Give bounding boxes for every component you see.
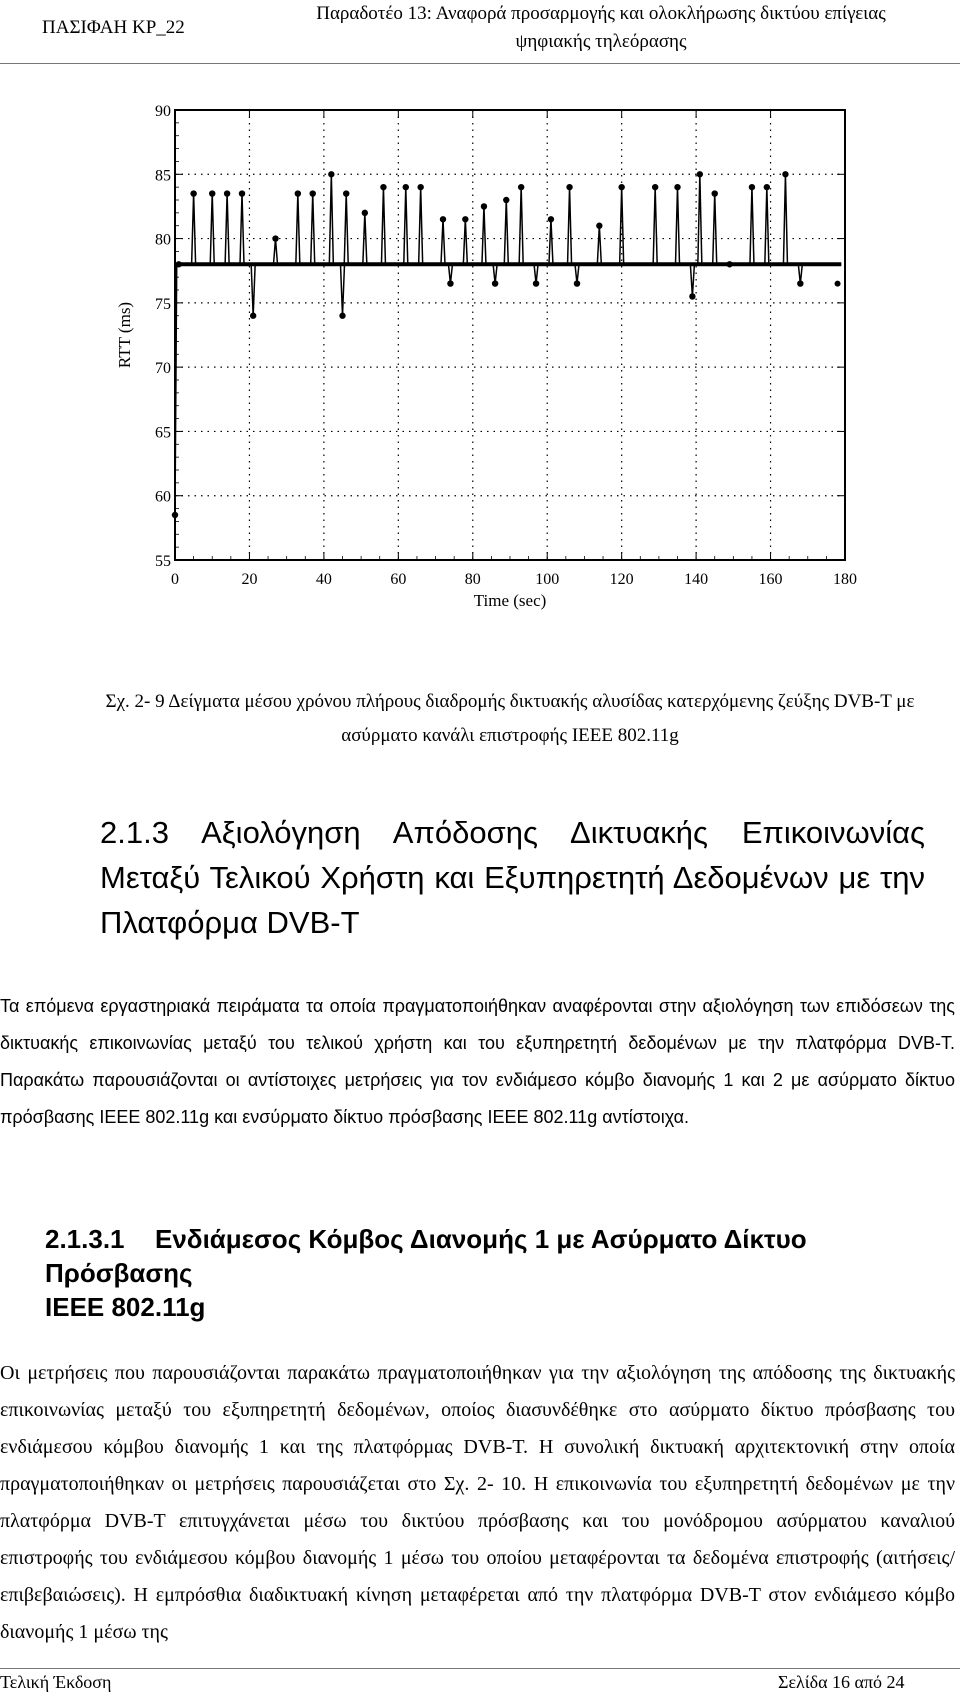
rtt-data-point (328, 171, 334, 177)
y-tick-label: 90 (155, 103, 171, 120)
rtt-data-point (518, 184, 524, 190)
rtt-data-point (272, 235, 278, 241)
rtt-data-point (403, 184, 409, 190)
rtt-data-point (481, 203, 487, 209)
rtt-data-point (782, 171, 788, 177)
header-project-code: ΠΑΣΙΦΑΗ ΚΡ_22 (42, 17, 185, 38)
rtt-data-point (618, 184, 624, 190)
rtt-data-point (689, 293, 695, 299)
rtt-data-point (380, 184, 386, 190)
header-title-line-2: ψηφιακής τηλεόρασης (515, 31, 687, 52)
footer-page-number: Σελίδα 16 από 24 (778, 1672, 905, 1692)
y-tick-label: 75 (155, 295, 171, 313)
rtt-data-point (362, 210, 368, 216)
subsection-title-line-1: Ενδιάμεσος Κόμβος Διανομής 1 με Ασύρματο Δίκτυο Πρόσβασης (45, 1224, 807, 1288)
x-tick-label: 100 (535, 571, 560, 588)
rtt-data-point (339, 313, 345, 319)
y-tick-label: 85 (155, 167, 171, 185)
rtt-data-point (295, 190, 301, 196)
rtt-data-point (533, 280, 539, 286)
x-tick-label: 0 (171, 571, 179, 588)
rtt-data-point (835, 281, 841, 287)
rtt-data-point (209, 190, 215, 196)
rtt-series-line (175, 174, 841, 515)
subsection-heading (45, 1222, 945, 1324)
rtt-data-point (596, 223, 602, 229)
rtt-data-point (492, 280, 498, 286)
x-tick-label: 120 (609, 571, 634, 588)
rtt-data-point (503, 197, 509, 203)
caption-line-1: Σχ. 2- 9 Δείγματα μέσου χρόνου πλήρους διαδρομής δικτυακής αλυσίδας κατερχόμενης ζεύξης DVB-T με (105, 691, 915, 712)
x-tick-label: 40 (315, 571, 332, 588)
section-intro-paragraph: Τα επόμενα εργαστηριακά πειράματα τα οποία πραγματοποιήθηκαν αναφέρονται στην αξιολόγηση των επιδόσεων της δικτυακής επικοινωνίας μεταξύ του τελικού χρήστη και του εξυπηρετητή δεδομένων με την πλατφόρμα DVB-T. Παρακάτω παρουσιάζονται οι αντίστοιχες μετρήσεις για τον ενδιάμεσο κόμβο διανομής 1 και 2 με ασύρματο δίκτυο πρόσβασης IEEE 802.11g και ενσύρματο δίκτυο πρόσβασης IEEE 802.11g αντίστοιχα. (0, 996, 955, 1127)
x-tick-label: 160 (758, 571, 783, 588)
footer-version: Τελική Έκδοση (0, 1672, 112, 1692)
rtt-data-point (674, 184, 680, 190)
rtt-data-point (343, 190, 349, 196)
x-tick-label: 20 (241, 571, 258, 588)
header-divider (0, 63, 960, 64)
caption-line-2: ασύρματο κανάλι επιστροφής IEEE 802.11g (341, 725, 679, 746)
y-tick-label: 70 (155, 360, 171, 378)
header-document-title (265, 0, 937, 56)
rtt-data-point (574, 280, 580, 286)
x-tick-label: 60 (390, 571, 407, 588)
rtt-data-point (310, 190, 316, 196)
subsection-number: 2.1.3.1 (45, 1224, 125, 1254)
x-axis-label: Time (sec) (473, 591, 547, 610)
rtt-data-point (239, 190, 245, 196)
rtt-data-point (440, 216, 446, 222)
rtt-data-point (797, 280, 803, 286)
rtt-data-point (224, 190, 230, 196)
chart-frame (175, 110, 845, 560)
rtt-data-point (697, 171, 703, 177)
rtt-data-point (566, 184, 572, 190)
subsection-body-paragraph: Οι μετρήσεις που παρουσιάζονται παρακάτω πραγματοποιήθηκαν για την αξιολόγηση της απόδοσης της δικτυακής επικοινωνίας μεταξύ του εξυπηρετητή δεδομένων, οποίος διασυνδέθηκε στο ασύρματο δίκτυο πρόσβασης του ενδιάμεσου κόμβου διανομής 1 και της πλατφόρμας DVB-T. Η συνολική δικτυακή αρχιτεκτονική στην οποία πραγματοποιήθηκαν οι μετρήσεις παρουσιάζεται στο Σχ. 2- 10. Η επικοινωνία του εξυπηρετητή δεδομένων με την πλατφόρμα DVB-T επιτυγχάνεται μέσω του δικτύου πρόσβασης και του μονόδρομου ασύρματου καναλιού επιστροφής του ενδιάμεσου κόμβου διανομής 1 μέσω του οποίου μεταφέρονται τα δεδομένα επιστροφής (αιτήσεις/επιβεβαιώσεις). Η εμπρόσθια διαδικτυακή κίνηση μεταφέρεται από την πλατφόρμα DVB-T στον ενδιάμεσο κόμβο διανομής 1 μέσω της (0, 1362, 955, 1643)
rtt-data-point (726, 261, 732, 267)
rtt-data-point (652, 184, 658, 190)
chart-grid (175, 110, 845, 560)
rtt-data-point (176, 261, 182, 267)
rtt-data-point (764, 184, 770, 190)
rtt-data-point (447, 280, 453, 286)
rtt-data-point (548, 216, 554, 222)
x-tick-label: 80 (464, 571, 481, 588)
y-tick-label: 65 (155, 424, 171, 442)
rtt-data-point (190, 190, 196, 196)
rtt-data-point (712, 190, 718, 196)
rtt-chart (100, 100, 860, 660)
x-tick-label: 140 (684, 571, 709, 588)
y-tick-label: 80 (155, 231, 171, 249)
y-tick-label: 55 (155, 553, 171, 570)
y-tick-label: 60 (155, 488, 171, 506)
footer-divider (0, 1668, 960, 1669)
figure-caption (95, 685, 925, 753)
subsection-title-line-2: IEEE 802.11g (45, 1292, 206, 1322)
chart-ticks (155, 103, 857, 588)
y-axis-label: RTT (ms) (115, 301, 134, 369)
header-title-line-1: Παραδοτέο 13: Αναφορά προσαρμογής και ολοκλήρωσης δικτύου επίγειας (316, 3, 886, 24)
rtt-data-point (462, 216, 468, 222)
rtt-data-point (417, 184, 423, 190)
section-heading: 2.1.3 Αξιολόγηση Απόδοσης Δικτυακής Επικοινωνίας Μεταξύ Τελικού Χρήστη και Εξυπηρετητή Δεδομένων με την Πλατφόρμα DVB-T (100, 815, 925, 940)
x-tick-label: 180 (833, 571, 857, 588)
rtt-data-point (250, 313, 256, 319)
chart-series (172, 171, 841, 518)
rtt-data-point (749, 184, 755, 190)
